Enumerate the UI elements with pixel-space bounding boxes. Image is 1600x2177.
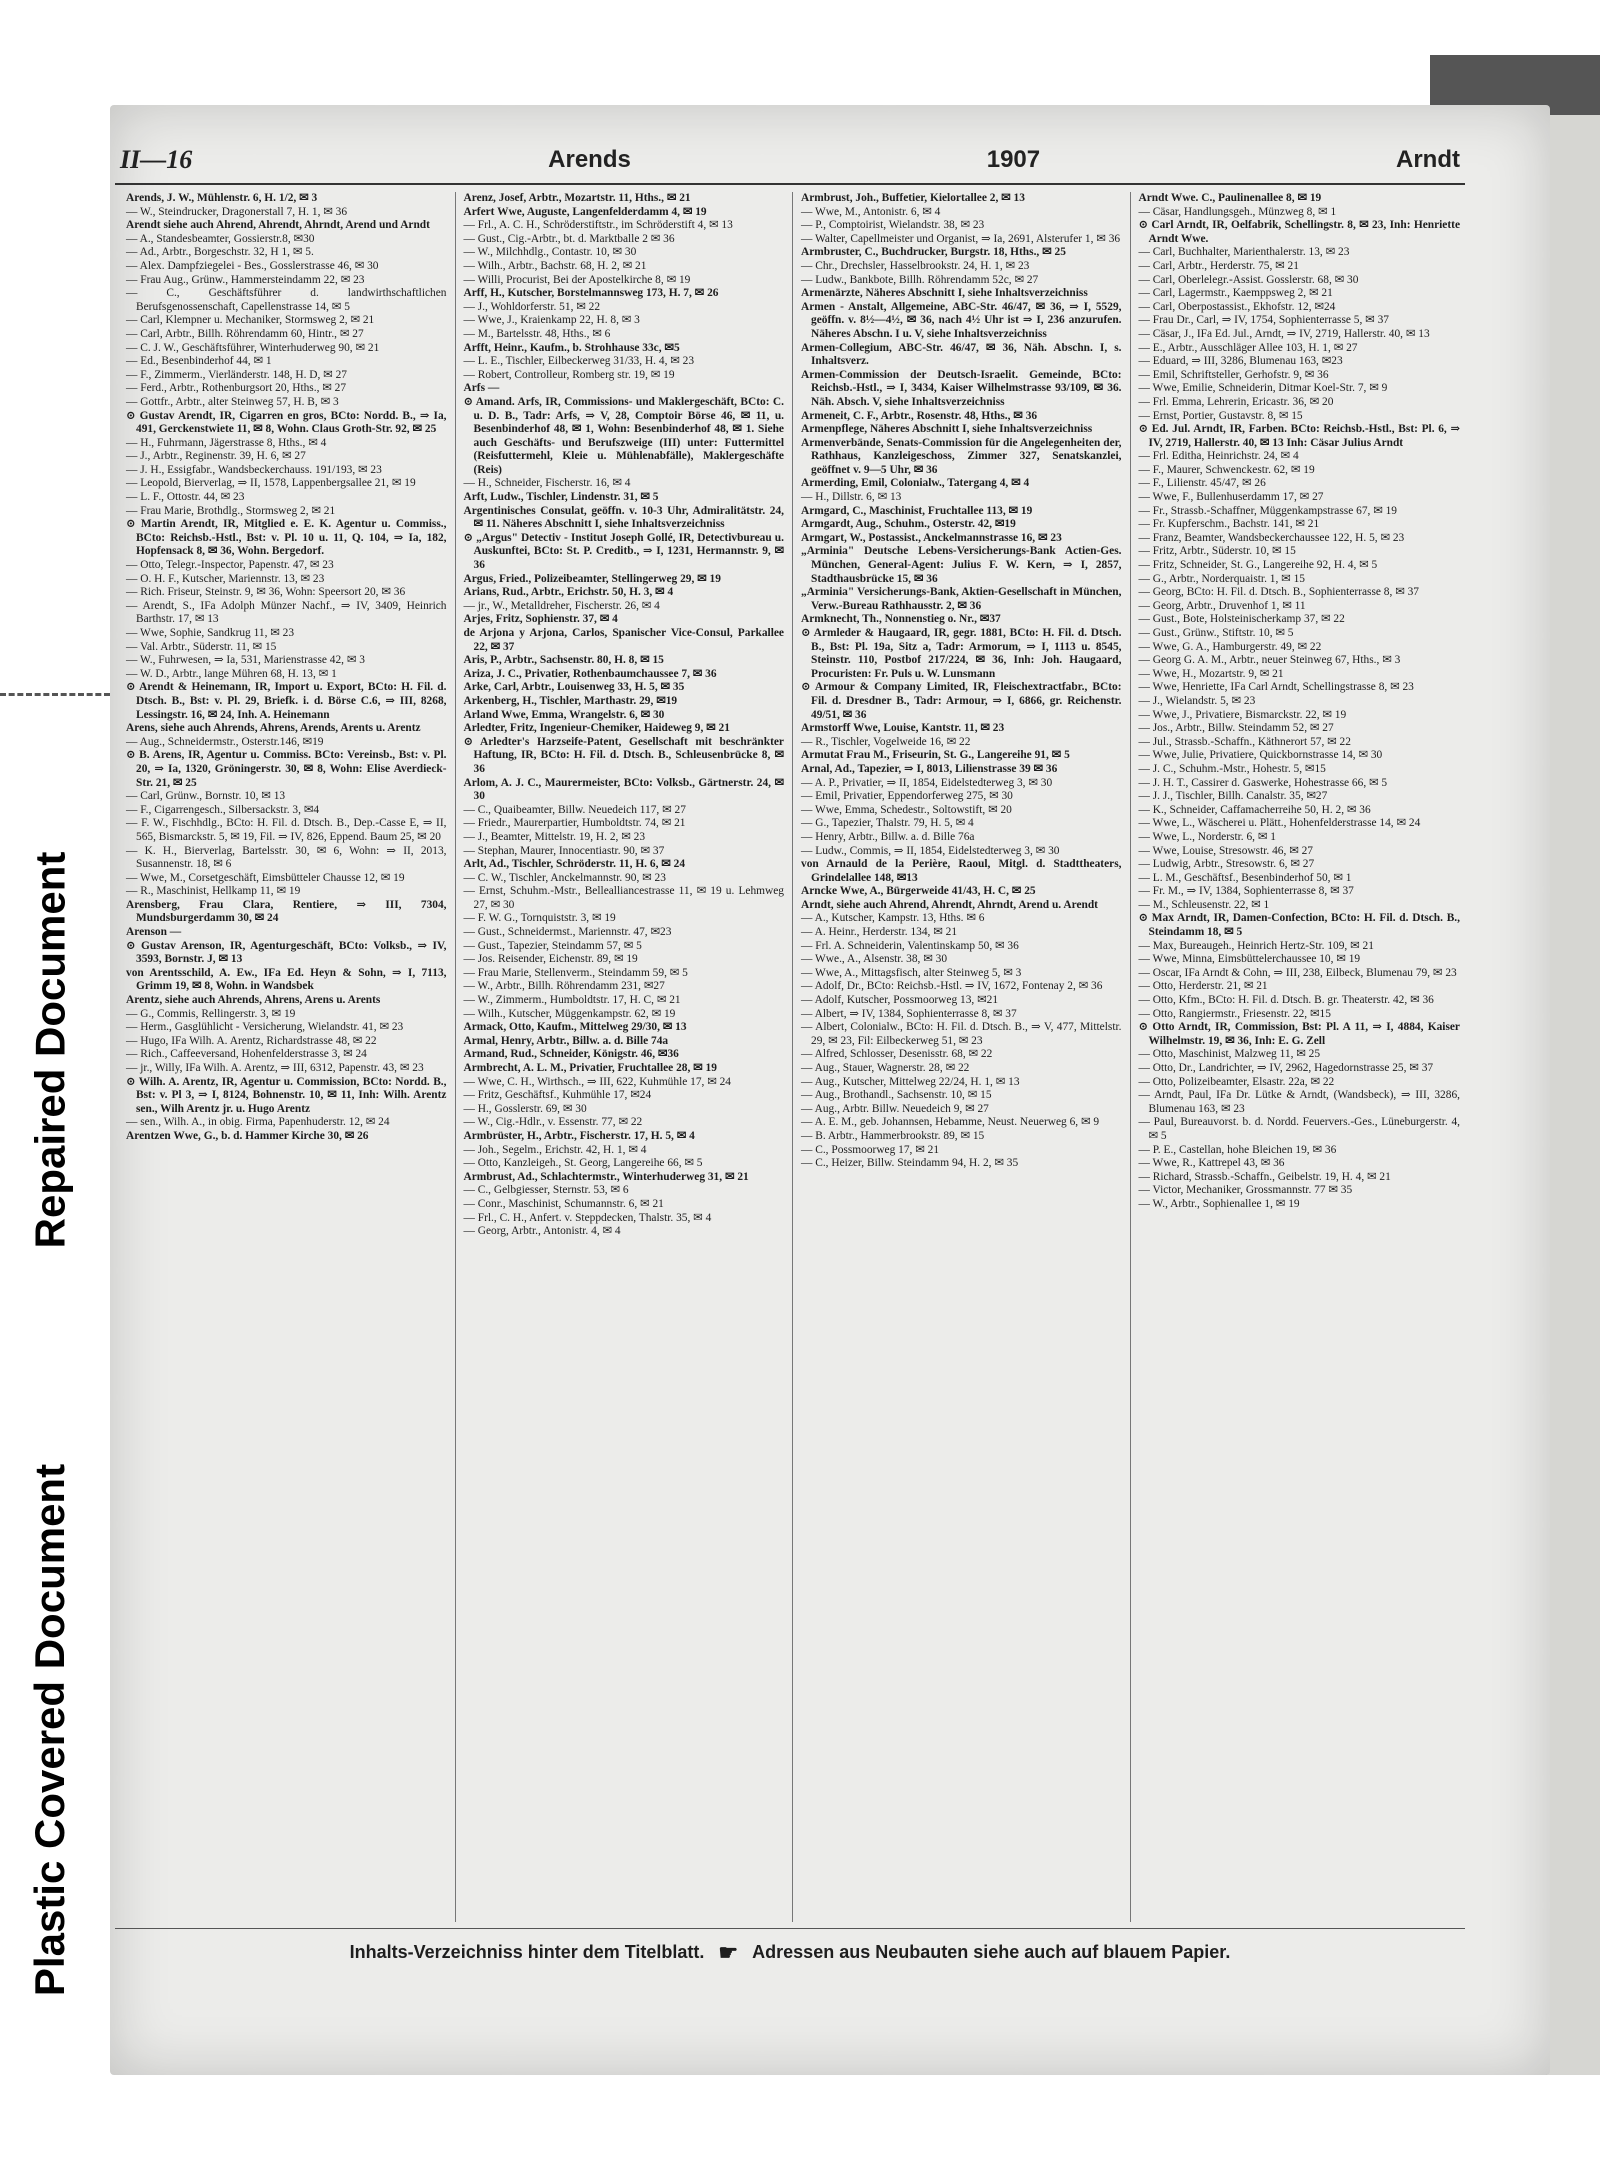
directory-entry: Arends, J. W., Mühlenstr. 6, H. 1/2, ✉ 3 — [126, 192, 318, 204]
directory-entry: — H., Dillstr. 6, ✉ 13 — [801, 491, 902, 504]
directory-entry: — Frau Marie, Stellenverm., Steindamm 59, ✉ 5 — [463, 966, 688, 979]
directory-entry: — Emil, Schriftsteller, Gerhofstr. 9, ✉ 36 — [1138, 368, 1329, 381]
plastic-covered-text: Plastic Covered Document — [26, 1463, 74, 1997]
directory-entry: Arfert Wwe, Auguste, Langenfelderdamm 4, ✉ 19 — [463, 205, 707, 218]
directory-entry: — Wwe, Minna, Eimsbüttelerchaussee 10, ✉ 19 — [1138, 953, 1361, 966]
directory-entry: — Wwe, H., Mozartstr. 9, ✉ 21 — [1138, 667, 1284, 680]
directory-entry: — Arendt, S., IFa Adolph Münzer Nachf., ⇒ IV, 3409, Heinrich Barthstr. 17, ✉ 13 — [126, 599, 447, 626]
directory-entry: — Carl, Oberpostassist., Ekhofstr. 12, ✉24 — [1138, 300, 1336, 313]
directory-entry: — Wwe, L., Wäscherei u. Plätt., Hohenfelderstrasse 14, ✉ 24 — [1138, 817, 1421, 830]
column-1 — [118, 192, 456, 1922]
directory-entry: — Jos. Reisender, Eichenstr. 89, ✉ 19 — [463, 953, 638, 966]
directory-entry: Armgard, C., Maschinist, Fruchtallee 113, ✉ 19 — [801, 504, 1033, 517]
directory-entry: — J. J., Tischler, Billh. Canalstr. 35, ✉27 — [1138, 790, 1328, 803]
directory-entry: — Oscar, IFa Arndt & Cohn, ⇒ III, 238, Eilbeck, Blumenau 79, ✉ 23 — [1138, 966, 1457, 979]
directory-entry: — O. H. F., Kutscher, Mariennstr. 13, ✉ 23 — [126, 572, 325, 585]
header-last-word: Arndt — [1396, 146, 1460, 173]
directory-entry: Ariza, J. C., Privatier, Rothenbaumchaussee 7, ✉ 36 — [463, 667, 717, 680]
directory-entry: — Otto, Kanzleigeh., St. Georg, Langereihe 66, ✉ 5 — [463, 1157, 703, 1170]
directory-entry: Arensberg, Frau Clara, Rentiere, ⇒ III, 7304, Mundsburgerdamm 30, ✉ 24 — [126, 898, 447, 925]
directory-entry: — G., Arbtr., Norderquaistr. 1, ✉ 15 — [1138, 572, 1305, 585]
directory-entry: Arlom, A. J. C., Maurermeister, BCto: Volksb., Gärtnerstr. 24, ✉ 30 — [463, 776, 784, 803]
directory-entry: Armenpflege, Näheres Abschnitt I, siehe Inhaltsverzeichniss — [801, 423, 1093, 436]
directory-entry: — Frl. Editha, Heinrichstr. 24, ✉ 4 — [1138, 450, 1299, 463]
directory-entry: — Fritz, Schneider, St. G., Langereihe 92, H. 4, ✉ 5 — [1138, 559, 1378, 572]
directory-entry: — Rich. Friseur, Steinstr. 9, ✉ 36, Wohn: Speersort 20, ✉ 36 — [126, 586, 406, 599]
directory-entry: „Arminia" Versicherungs-Bank, Aktien-Gesellschaft in München, Verw.-Bureau Rathhausstr. 2, ✉ 36 — [801, 586, 1122, 612]
directory-entry: — Hugo, IFa Wilh. A. Arentz, Richardstrasse 48, ✉ 22 — [126, 1034, 377, 1047]
directory-entry: — Fr. M., ⇒ IV, 1384, Sophienterrasse 8, ✉ 37 — [1138, 885, 1354, 898]
directory-entry: — K., Schneider, Caffamacherreihe 50, H. 2, ✉ 36 — [1138, 803, 1371, 816]
directory-entry: Arentz, siehe auch Ahrends, Ahrens, Arens u. Arents — [126, 994, 381, 1007]
directory-entry: — Aug., Kutscher, Mittelweg 22/24, H. 1, ✉ 13 — [801, 1075, 1020, 1088]
directory-entry: Arenson — — [126, 926, 182, 939]
directory-entry: — Gust., Bote, Holsteinischerkamp 37, ✉ 22 — [1138, 613, 1345, 626]
directory-entry: — C., Gelbgiesser, Sternstr. 53, ✉ 6 — [463, 1184, 629, 1197]
directory-entry: — Adolf, Dr., BCto: Reichsb.-Hstl. ⇒ IV, 1672, Fontenay 2, ✉ 36 — [801, 980, 1103, 993]
directory-entry: — Paul, Bureauvorst. b. d. Nordd. Feuervers.-Ges., Lüneburgerstr. 4, ✉ 5 — [1138, 1116, 1460, 1142]
directory-entry: Arft, Ludw., Tischler, Lindenstr. 31, ✉ 5 — [463, 491, 659, 504]
directory-entry: — Conr., Maschinist, Schumannstr. 6, ✉ 21 — [463, 1197, 664, 1210]
directory-entry: — C., Quaibeamter, Billw. Neuedeich 117, ✉ 27 — [463, 803, 686, 816]
directory-entry: — C., Heizer, Billw. Steindamm 94, H. 2, ✉ 35 — [801, 1157, 1019, 1170]
directory-entry: — Wwe, Emilie, Schneiderin, Ditmar Koel-Str. 7, ✉ 9 — [1138, 382, 1388, 395]
directory-entry: — Otto, Maschinist, Malzweg 11, ✉ 25 — [1138, 1048, 1321, 1061]
directory-entry: — Walter, Capellmeister und Organist, ⇒ Ia, 2691, Alsterufer 1, ✉ 36 — [801, 232, 1121, 245]
directory-entry: — Wwe, J., Kraienkamp 22, H. 8, ✉ 3 — [463, 314, 640, 327]
directory-entry: — Otto, Rangiermstr., Friesenstr. 22, ✉15 — [1138, 1007, 1331, 1020]
directory-entry: Arndt Wwe. C., Paulinenallee 8, ✉ 19 — [1138, 192, 1322, 204]
repaired-document-text: Repaired Document — [26, 851, 73, 1249]
directory-entry: ⊙ Arledter's Harzseife-Patent, Gesellschaft mit beschränkter Haftung, IR, BCto: H. Fil. d. Dtsch. B., Schleusenbrücke 8, ✉ 36 — [463, 735, 784, 775]
directory-entry: — Wwe, Louise, Stresowstr. 46, ✉ 27 — [1138, 844, 1313, 857]
column-4 — [1131, 192, 1469, 1922]
directory-entry: — Fritz, Geschäftsf., Kuhmühle 17, ✉24 — [463, 1089, 652, 1102]
directory-entry: — Albert, ⇒ IV, 1384, Sophienterrasse 8, ✉ 37 — [801, 1007, 1017, 1020]
directory-entry: Armand, Rud., Schneider, Königstr. 46, ✉36 — [463, 1048, 679, 1061]
directory-entry: Arenz, Josef, Arbtr., Mozartstr. 11, Hths., ✉ 21 — [463, 192, 691, 204]
directory-entry: — F., Cigarrengesch., Silbersackstr. 3, ✉4 — [126, 803, 320, 816]
directory-entry: de Arjona y Arjona, Carlos, Spanischer Vice-Consul, Parkallee 22, ✉ 37 — [463, 627, 784, 653]
directory-entry: — R., Maschinist, Hellkamp 11, ✉ 19 — [126, 885, 301, 898]
directory-entry: — F., Zimmerm., Vierländerstr. 148, H. D, ✉ 27 — [126, 368, 347, 381]
directory-entry: ⊙ Martin Arendt, IR, Mitglied e. E. K. Agentur u. Commiss., BCto: Reichsb.-Hstl., Bst: v. Pl. 10 u. 11, Q. 104, ⇒ Ia, 182, Hopfensack 8, ✉ 36, Wohn. Bergedorf. — [126, 518, 447, 558]
directory-columns — [118, 192, 1468, 1922]
directory-entry: — Wwe, J., Privatiere, Bismarckstr. 22, ✉ 19 — [1138, 708, 1347, 721]
directory-entry: Armstorff Wwe, Louise, Kantstr. 11, ✉ 23 — [801, 722, 1005, 735]
directory-entry: — Adolf, Kutscher, Possmoorweg 13, ✉21 — [801, 994, 999, 1007]
directory-entry: — J., Arbtr., Reginenstr. 39, H. 6, ✉ 27 — [126, 450, 306, 463]
directory-entry: — Frl., A. C. H., Schröderstiftstr., im Schröderstift 4, ✉ 13 — [463, 219, 733, 232]
directory-entry: — Ludwig, Arbtr., Stresowstr. 6, ✉ 27 — [1138, 858, 1315, 871]
dashed-divider — [0, 693, 110, 696]
directory-entry: Arndt, siehe auch Ahrend, Ahrendt, Ahrndt, Arend u. Arendt — [801, 898, 1098, 911]
directory-entry: — Fritz, Arbtr., Süderstr. 10, ✉ 15 — [1138, 545, 1296, 558]
directory-entry: — Otto, Polizeibeamter, Elsastr. 22a, ✉ 22 — [1138, 1075, 1335, 1088]
directory-entry: — A., Standesbeamter, Gossierstr.8, ✉30 — [126, 232, 315, 245]
directory-entry: ⊙ Max Arndt, IR, Damen-Confection, BCto: H. Fil. d. Dtsch. B., Steindamm 18, ✉ 5 — [1138, 912, 1460, 939]
directory-entry: — Aug., Arbtr. Billw. Neuedeich 9, ✉ 27 — [801, 1102, 989, 1115]
directory-entry: Arfft, Heinr., Kaufm., b. Strohhause 33c, ✉5 — [463, 341, 680, 354]
directory-entry: ⊙ Carl Arndt, IR, Oelfabrik, Schellingstr. 8, ✉ 23, Inh: Henriette Arndt Wwe. — [1138, 219, 1460, 245]
directory-entry: — Carl, Arbtr., Herderstr. 75, ✉ 21 — [1138, 259, 1299, 272]
directory-entry: von Arentsschild, A. Ew., IFa Ed. Heyn & Sohn, ⇒ I, 7113, Grimm 19, ✉ 8, Wohn. in Wandsbek — [126, 966, 447, 993]
column-2 — [456, 192, 794, 1922]
directory-entry: — Carl, Klempner u. Mechaniker, Stormsweg 2, ✉ 21 — [126, 314, 375, 327]
directory-entry: — Carl, Arbtr., Billh. Röhrendamm 60, Hintr., ✉ 27 — [126, 327, 364, 340]
directory-entry: — W., Milchhdlg., Contastr. 10, ✉ 30 — [463, 246, 637, 259]
directory-entry: — Ferd., Arbtr., Rothenburgsort 20, Hths., ✉ 27 — [126, 382, 347, 395]
directory-entry: — Frau Aug., Grünw., Hammersteindamm 22, ✉ 23 — [126, 273, 365, 286]
directory-entry: — Stephan, Maurer, Innocentiastr. 90, ✉ 37 — [463, 844, 665, 857]
directory-entry: — Otto, Herderstr. 21, ✉ 21 — [1138, 980, 1268, 993]
directory-entry: — Gust., Cig.-Arbtr., bt. d. Marktballe 2 ✉ 36 — [463, 232, 675, 245]
directory-entry: Arlt, Ad., Tischler, Schröderstr. 11, H. 6, ✉ 24 — [463, 858, 686, 871]
directory-entry: — C., Geschäftsführer d. landwirthschaftlichen Berufsgenossenschaft, Capellenstrasse 14, ✉ 5 — [126, 287, 447, 313]
directory-entry: — Frl. A. Schneiderin, Valentinskamp 50, ✉ 36 — [801, 939, 1019, 952]
directory-entry: Armbrecht, A. L. M., Privatier, Fruchtallee 28, ✉ 19 — [463, 1062, 717, 1074]
directory-entry: — Ad., Arbtr., Borgeschstr. 32, H 1, ✉ 5. — [126, 246, 314, 259]
directory-entry: Armbrust, Joh., Buffetier, Kielortallee 2, ✉ 13 — [801, 192, 1025, 204]
directory-entry: Arens, siehe auch Ahrends, Ahrens, Arends, Arents u. Arentz — [126, 722, 421, 735]
directory-entry: — J., Wohldorferstr. 51, ✉ 22 — [463, 300, 601, 313]
directory-entry: — Arndt, Paul, IFa Dr. Lütke & Arndt, (Wandsbeck), ⇒ III, 3286, Blumenau 163, ✉ 23 — [1138, 1089, 1460, 1115]
directory-entry: Armack, Otto, Kaufm., Mittelweg 29/30, ✉ 13 — [463, 1021, 687, 1034]
directory-entry: — K. H., Bierverlag, Bartelsstr. 30, ✉ 6, Wohn: ⇒ II, 2013, Susannenstr. 18, ✉ 6 — [126, 844, 447, 871]
directory-entry: Armen-Collegium, ABC-Str. 46/47, ✉ 36, Näh. Abschn. I, s. Inhaltsverz. — [801, 341, 1122, 368]
directory-entry: Armen - Anstalt, Allgemeine, ABC-Str. 46/47, ✉ 36, ⇒ I, 5529, geöffn. v. 8½—4½, ✉ 36, nach 4½ Uhr ist ⇒ I, 236 anzurufen. Näheres Abschn. I u. V, siehe Inhaltsverzeichniss — [801, 300, 1122, 340]
directory-entry: — M., Bartelsstr. 48, Hths., ✉ 6 — [463, 327, 611, 340]
repaired-document-label — [0, 700, 100, 1400]
directory-entry: — Val. Arbtr., Süderstr. 11, ✉ 15 — [126, 640, 277, 653]
directory-entry: — H., Schneider, Fischerstr. 16, ✉ 4 — [463, 477, 631, 490]
directory-entry: — Leopold, Bierverlag, ⇒ II, 1578, Lappenbergsallee 21, ✉ 19 — [126, 477, 416, 490]
directory-entry: — A. Heinr., Herderstr. 134, ✉ 21 — [801, 926, 958, 939]
directory-entry: Armbruster, C., Buchdrucker, Burgstr. 18, Hths., ✉ 25 — [801, 246, 1066, 259]
directory-entry: — Wwe, A., Mittagsfisch, alter Steinweg 5, ✉ 3 — [801, 966, 1022, 979]
directory-entry: — Wilh., Arbtr., Bachstr. 68, H. 2, ✉ 21 — [463, 259, 647, 272]
directory-entry: — P. E., Castellan, hohe Bleichen 19, ✉ 36 — [1138, 1143, 1337, 1156]
directory-entry: — Aug., Stauer, Wagnerstr. 28, ✉ 22 — [801, 1062, 970, 1074]
directory-entry: — Carl, Grünw., Bornstr. 10, ✉ 13 — [126, 790, 286, 803]
directory-entry: Aris, P., Arbtr., Sachsenstr. 80, H. 8, ✉ 15 — [463, 654, 664, 667]
directory-entry: Armenärzte, Näheres Abschnitt I, siehe Inhaltsverzeichniss — [801, 287, 1088, 300]
directory-entry: — Wwe, M., Antonistr. 6, ✉ 4 — [801, 205, 941, 218]
directory-entry: — sen., Wilh. A., in obig. Firma, Papenhuderstr. 12, ✉ 24 — [126, 1116, 390, 1129]
directory-entry: — P., Comptoirist, Wielandstr. 38, ✉ 23 — [801, 219, 985, 232]
directory-entry: — H., Gosslerstr. 69, ✉ 30 — [463, 1102, 587, 1115]
directory-entry: — W., Arbtr., Billh. Röhrendamm 231, ✉27 — [463, 980, 665, 993]
directory-entry: Arff, H., Kutscher, Borstelmannsweg 173, H. 7, ✉ 26 — [463, 287, 719, 300]
directory-entry: — Wilh., Kutscher, Müggenkampstr. 62, ✉ 19 — [463, 1007, 676, 1020]
directory-entry: Armbrust, Ad., Schlachtermstr., Winterhuderweg 31, ✉ 21 — [463, 1170, 749, 1183]
directory-entry: ⊙ Wilh. A. Arentz, IR, Agentur u. Commission, BCto: Nordd. B., Bst: v. Pl 3, ⇒ I, 8124, Bohnenstr. 10, ✉ 11, Inh: Wilh. Arentz sen., Wilh Arentz jr. u. Hugo Arentz — [126, 1075, 447, 1115]
directory-entry: ⊙ Gustav Arenson, IR, Agenturgeschäft, BCto: Volksb., ⇒ IV, 3593, Bornstr. J, ✉ 13 — [126, 939, 447, 966]
directory-entry: — Carl, Oberlelegr.-Assist. Gosslerstr. 68, ✉ 30 — [1138, 273, 1359, 286]
directory-entry: Armbrüster, H., Arbtr., Fischerstr. 17, H. 5, ✉ 4 — [463, 1129, 695, 1142]
directory-entry: — Eduard, ⇒ III, 3286, Blumenau 163, ✉23 — [1138, 355, 1343, 368]
directory-entry: — Joh., Segelm., Erichstr. 42, H. 1, ✉ 4 — [463, 1143, 647, 1156]
header-rule — [115, 183, 1465, 185]
directory-entry: — G., Tapezier, Thalstr. 79, H. 5, ✉ 4 — [801, 817, 974, 830]
directory-entry: Armen-Commission der Deutsch-Israelit. Gemeinde, BCto: Reichsb.-Hstl., ⇒ I, 3434, Kaiser Wilhelmstrasse 93/109, ✉ 36. Näh. Absch. V, siehe Inhaltsverzeichniss — [801, 368, 1122, 408]
directory-entry: — Frl. Emma, Lehrerin, Ericastr. 36, ✉ 20 — [1138, 395, 1334, 408]
directory-entry: — Alfred, Schlosser, Desenisstr. 68, ✉ 22 — [801, 1048, 993, 1061]
directory-entry: — G., Commis, Rellingerstr. 3, ✉ 19 — [126, 1007, 296, 1020]
page-footer — [120, 1935, 1460, 1970]
directory-entry: — E., Arbtr., Ausschläger Allee 103, H. 1, ✉ 27 — [1138, 341, 1358, 354]
directory-entry: — Wwe, G. A., Hamburgerstr. 49, ✉ 22 — [1138, 640, 1322, 653]
directory-entry: — Ludw., Bankbote, Billh. Röhrendamm 52c, ✉ 27 — [801, 273, 1039, 286]
directory-entry: Armenverbände, Senats-Commission für die Angelegenheiten der, Rathhaus, Kanzleigeschoss, Zimmer 327, Senatskanzlei, geöffnet v. 9—5 Uhr, ✉ 36 — [801, 436, 1122, 476]
directory-entry: Argentinisches Consulat, geöffn. v. 10-3 Uhr, Admiralitätstr. 24, ✉ 11. Näheres Abschnitt I, siehe Inhaltsverzeichniss — [463, 504, 784, 531]
directory-entry: — Rich., Caffeeversand, Hohenfelderstrasse 3, ✉ 24 — [126, 1048, 367, 1061]
directory-entry: — Georg, BCto: H. Fil. d. Dtsch. B., Sophienterrasse 8, ✉ 37 — [1138, 586, 1419, 599]
plastic-covered-label — [0, 1350, 100, 2110]
directory-entry: — Fr., Strassb.-Schaffner, Müggenkampstrasse 67, ✉ 19 — [1138, 504, 1397, 517]
directory-entry: — Cäsar, Handlungsgeh., Münzweg 8, ✉ 1 — [1138, 205, 1337, 218]
directory-entry: — Wwe, C. H., Wirthsch., ⇒ III, 622, Kuhmühle 17, ✉ 24 — [463, 1075, 732, 1088]
directory-entry: — W., Fuhrwesen, ⇒ Ia, 531, Marienstrasse 42, ✉ 3 — [126, 654, 365, 667]
directory-entry: ⊙ Otto Arndt, IR, Commission, Bst: Pl. A 11, ⇒ I, 4884, Kaiser Wilhelmstr. 19, ✉ 36, Inh: E. G. Zell — [1138, 1021, 1460, 1047]
directory-entry: — Willi, Procurist, Bei der Apostelkirche 8, ✉ 19 — [463, 273, 691, 286]
directory-entry: — L. M., Geschäftsf., Besenbinderhof 50, ✉ 1 — [1138, 871, 1352, 884]
directory-entry: — Fr. Kupferschm., Bachstr. 141, ✉ 21 — [1138, 518, 1320, 531]
directory-entry: ⊙ Gustav Arendt, IR, Cigarren en gros, BCto: Nordd. B., ⇒ Ia, 491, Gerckenstwiete 11, ✉ 8, Wohn. Claus Groth-Str. 92, ✉ 25 — [126, 409, 447, 436]
directory-entry: — Herm., Gasglühlicht - Versicherung, Wielandstr. 41, ✉ 23 — [126, 1021, 404, 1034]
directory-entry: — Victor, Mechaniker, Grossmannstr. 77 ✉ 35 — [1138, 1184, 1353, 1197]
directory-entry: — L. F., Ottostr. 44, ✉ 23 — [126, 491, 245, 504]
directory-entry: — Wwe., A., Alsenstr. 38, ✉ 30 — [801, 953, 948, 966]
directory-entry: Argus, Fried., Polizeibeamter, Stellingerweg 29, ✉ 19 — [463, 572, 721, 585]
directory-entry: — Chr., Drechsler, Hasselbrookstr. 24, H. 1, ✉ 23 — [801, 259, 1030, 272]
directory-entry: Arledter, Fritz, Ingenieur-Chemiker, Haideweg 9, ✉ 21 — [463, 722, 730, 735]
directory-entry: — J. H. T., Cassirer d. Gaswerke, Hohestrasse 66, ✉ 5 — [1138, 776, 1388, 789]
directory-entry: ⊙ Ed. Jul. Arndt, IR, Farben. BCto: Reichsb.-Hstl., Bst: Pl. 6, ⇒ IV, 2719, Hallerstr. 40, ✉ 13 Inh: Cäsar Julius Arndt — [1138, 423, 1460, 449]
directory-entry: — Frau Marie, Brothdlg., Stormsweg 2, ✉ 21 — [126, 504, 336, 517]
directory-entry: — J. H., Essigfabr., Wandsbeckerchauss. 191/193, ✉ 23 — [126, 463, 382, 476]
directory-entry: — A. E. M., geb. Johannsen, Hebamme, Neust. Neuerweg 6, ✉ 9 — [801, 1116, 1100, 1129]
directory-entry: — Wwe, F., Bullenhuserdamm 17, ✉ 27 — [1138, 491, 1324, 504]
directory-entry: — F., Maurer, Schwenckestr. 62, ✉ 19 — [1138, 463, 1315, 476]
directory-entry: — J., Wielandstr. 5, ✉ 23 — [1138, 694, 1256, 707]
directory-entry: — C. J. W., Geschäftsführer, Winterhuderweg 90, ✉ 21 — [126, 341, 380, 354]
directory-entry: — Max, Bureaugeh., Heinrich Hertz-Str. 109, ✉ 21 — [1138, 939, 1374, 952]
directory-entry: — Carl, Lagermstr., Kaemppsweg 2, ✉ 21 — [1138, 287, 1333, 300]
directory-entry: Armal, Henry, Arbtr., Billw. a. d. Bille 74a — [463, 1034, 669, 1047]
directory-entry: — Cäsar, J., IFa Ed. Jul., Arndt, ⇒ IV, 2719, Hallerstr. 40, ✉ 13 — [1138, 327, 1430, 340]
directory-entry: Armknecht, Th., Nonnenstieg o. Nr., ✉37 — [801, 613, 1001, 626]
directory-entry: — B. Arbtr., Hammerbrookstr. 89, ✉ 15 — [801, 1129, 985, 1142]
directory-entry: — M., Schleusenstr. 22, ✉ 1 — [1138, 898, 1270, 911]
directory-entry: — Wwe, M., Corsetgeschäft, Eimsbütteler Chausse 12, ✉ 19 — [126, 871, 405, 884]
directory-entry: — A. P., Privatier, ⇒ II, 1854, Eidelstedterweg 3, ✉ 30 — [801, 776, 1053, 789]
footer-right-text: Adressen aus Neubauten siehe auch auf blauem Papier. — [752, 1942, 1231, 1962]
directory-entry: — W., Steindrucker, Dragonerstall 7, H. 1, ✉ 36 — [126, 205, 348, 218]
directory-entry: — C., Possmoorweg 17, ✉ 21 — [801, 1143, 940, 1156]
directory-entry: Armerding, Emil, Colonialw., Tatergang 4, ✉ 4 — [801, 477, 1030, 490]
directory-entry: ⊙ B. Arens, IR, Agentur u. Commiss. BCto: Vereinsb., Bst: v. Pl. 20, ⇒ Ia, 1320, Gröningerstr. 30, ✉ 8, Wohn: Elise Averdieck-Str. 21, ✉ 25 — [126, 749, 447, 789]
directory-entry: — Henry, Arbtr., Billw. a. d. Bille 76a — [801, 830, 975, 843]
directory-entry: — Aug., Brothandl., Sachsenstr. 10, ✉ 15 — [801, 1089, 992, 1102]
directory-entry: „Arminia" Deutsche Lebens-Versicherungs-Bank Actien-Ges. München, General-Agent: Julius F. W. Kern, ⇒ I, 2857, Stadthausbrücke 15, ✉ 36 — [801, 545, 1122, 585]
directory-entry: — Otto, Telegr.-Inspector, Papenstr. 47, ✉ 23 — [126, 559, 334, 572]
directory-entry: — F. W. G., Tornquiststr. 3, ✉ 19 — [463, 912, 616, 925]
directory-entry: Arfs — — [463, 382, 500, 395]
directory-entry: — L. E., Tischler, Eilbeckerweg 31/33, H. 4, ✉ 23 — [463, 355, 695, 368]
directory-entry: — Ludw., Commis, ⇒ II, 1854, Eidelstedterweg 3, ✉ 30 — [801, 844, 1060, 857]
directory-entry: — W., Cig.-Hdlr., v. Essenstr. 77, ✉ 22 — [463, 1116, 643, 1129]
directory-entry: — Wwe, Henriette, IFa Carl Arndt, Schellingstrasse 8, ✉ 23 — [1138, 681, 1414, 694]
directory-entry: — Aug., Schneidermstr., Osterstr.146, ✉19 — [126, 735, 324, 748]
directory-entry: — J. C., Schuhm.-Mstr., Hohestr. 5, ✉15 — [1138, 762, 1326, 775]
directory-entry: — Otto, Dr., Landrichter, ⇒ IV, 2962, Hagedornstrasse 25, ✉ 37 — [1138, 1062, 1434, 1074]
directory-entry: ⊙ Arendt & Heinemann, IR, Import u. Export, BCto: H. Fil. d. Dtsch. B., Bst: v. Pl. 29, Briefk. i. d. Börse C.6, ⇒ III, 8268, Lessingstr. 16, ✉ 24, Inh. A. Heinemann — [126, 681, 447, 721]
directory-entry: Arland Wwe, Emma, Wrangelstr. 6, ✉ 30 — [463, 708, 665, 721]
directory-entry: — Wwe, R., Kattrepel 43, ✉ 36 — [1138, 1157, 1285, 1170]
directory-entry: — Gust., Schneidermst., Mariennstr. 47, ✉23 — [463, 926, 672, 939]
directory-entry: Arnal, Ad., Tapezier, ⇒ I, 8013, Lilienstrasse 39 ✉ 36 — [801, 762, 1058, 775]
directory-entry: — Emil, Privatier, Eppendorferweg 275, ✉ 30 — [801, 790, 1013, 803]
directory-entry: — Franz, Beamter, Wandsbeckerchaussee 122, H. 5, ✉ 23 — [1138, 531, 1405, 544]
directory-entry: — Ernst, Schuhm.-Mstr., Bellealliancestrasse 11, ✉ 19 u. Lehmweg 27, ✉ 30 — [463, 885, 784, 911]
directory-entry: Armgardt, Aug., Schuhm., Osterstr. 42, ✉19 — [801, 518, 1016, 531]
directory-entry: — Robert, Controlleur, Romberg str. 19, ✉ 19 — [463, 368, 675, 381]
directory-entry: Arjes, Fritz, Sophienstr. 37, ✉ 4 — [463, 613, 618, 626]
directory-entry: — F. W., Fischhdlg., BCto: H. Fil. d. Dtsch. B., Dep.-Casse E, ⇒ II, 565, Bismarckstr. 5, ✉ 19, Fil. ⇒ IV, 826, Eppend. Baum 25, ✉ 20 — [126, 817, 447, 843]
adjacent-page-edge — [1545, 115, 1600, 2075]
directory-entry: Arke, Carl, Arbtr., Louisenweg 33, H. 5, ✉ 35 — [463, 681, 685, 694]
directory-entry: — Georg, Arbtr., Antonistr. 4, ✉ 4 — [463, 1225, 621, 1238]
directory-entry: Armutat Frau M., Friseurin, St. G., Langereihe 91, ✉ 5 — [801, 749, 1070, 762]
directory-entry: Arkenberg, H., Tischler, Marthastr. 29, ✉19 — [463, 694, 678, 707]
footer-rule — [115, 1928, 1465, 1929]
directory-entry: Armeneit, C. F., Arbtr., Rosenstr. 48, Hths., ✉ 36 — [801, 409, 1038, 422]
directory-entry: — Frau Dr., Carl, ⇒ IV, 1754, Sophienterrasse 5, ✉ 37 — [1138, 314, 1389, 327]
directory-entry: Arendt siehe auch Ahrend, Ahrendt, Ahrndt, Arend und Arndt — [126, 219, 430, 232]
header-year: 1907 — [986, 146, 1041, 173]
page-header — [120, 140, 1460, 180]
directory-entry: — jr., W., Metalldreher, Fischerstr. 26, ✉ 4 — [463, 599, 660, 612]
page-number: II—16 — [120, 145, 193, 174]
directory-entry: Arncke Wwe, A., Bürgerweide 41/43, H. C, ✉ 25 — [801, 885, 1036, 898]
directory-entry: — Jos., Arbtr., Billw. Steindamm 52, ✉ 27 — [1138, 722, 1334, 735]
directory-entry: — Wwe, Julie, Privatiere, Quickbornstrasse 14, ✉ 30 — [1138, 749, 1383, 762]
directory-entry: — Frl., C. H., Anfert. v. Steppdecken, Thalstr. 35, ✉ 4 — [463, 1211, 712, 1224]
directory-entry: Arentzen Wwe, G., b. d. Hammer Kirche 30, ✉ 26 — [126, 1129, 369, 1142]
directory-entry: ⊙ „Argus" Detectiv - Institut Joseph Gollé, IR, Detectivbureau u. Auskunftei, BCto: St. P. Creditb., ⇒ I, 1231, Hermannstr. 9, ✉ 36 — [463, 531, 784, 572]
directory-entry: — J., Beamter, Mittelstr. 19, H. 2, ✉ 23 — [463, 830, 646, 843]
directory-entry: — Ed., Besenbinderhof 44, ✉ 1 — [126, 355, 272, 368]
header-first-word: Arends — [548, 146, 631, 173]
directory-entry: — Jul., Strassb.-Schaffn., Käthnerort 57, ✉ 22 — [1138, 735, 1351, 748]
directory-entry: Armgart, W., Postassist., Anckelmannstrasse 16, ✉ 23 — [801, 531, 1062, 544]
directory-entry: — Gust., Tapezier, Steindamm 57, ✉ 5 — [463, 939, 642, 952]
directory-entry: Arians, Rud., Arbtr., Erichstr. 50, H. 3, ✉ 4 — [463, 586, 674, 599]
footer-left-text: Inhalts-Verzeichniss hinter dem Titelblatt. — [349, 1942, 705, 1962]
pointing-hand-icon: ☛ — [718, 1939, 739, 1965]
directory-entry: ⊙ Armour & Company Limited, IR, Fleischextractfabr., BCto: Fil. d. Dresdner B., Tadr: Armour, ⇒ I, 6866, gr. Reichenstr. 49/51, ✉ 36 — [801, 681, 1122, 721]
directory-entry: — A., Kutscher, Kampstr. 13, Hths. ✉ 6 — [801, 912, 985, 925]
directory-entry: — Wwe, Emma, Schedestr., Soltowstift, ✉ 20 — [801, 803, 1012, 816]
directory-entry: — C. W., Tischler, Anckelmannstr. 90, ✉ 23 — [463, 871, 666, 884]
directory-entry: — Gust., Grünw., Stiftstr. 10, ✉ 5 — [1138, 627, 1294, 639]
directory-entry: — Albert, Colonialw., BCto: H. Fil. d. Dtsch. B., ⇒ V, 477, Mittelstr. 29, ✉ 23, Fil: Eilbeckerweg 51, ✉ 23 — [801, 1021, 1122, 1047]
directory-entry: — R., Tischler, Vogelweide 16, ✉ 22 — [801, 735, 971, 748]
directory-entry: — Georg G. A. M., Arbtr., neuer Steinweg 67, Hths., ✉ 3 — [1138, 654, 1401, 667]
directory-entry: — Friedr., Maurerpartier, Humboldtstr. 74, ✉ 21 — [463, 817, 686, 830]
directory-entry: von Arnauld de la Perière, Raoul, Mitgl. d. Stadttheaters, Grindelallee 148, ✉13 — [801, 858, 1122, 884]
directory-entry: — Otto, Kfm., BCto: H. Fil. d. Dtsch. B. gr. Theaterstr. 42, ✉ 36 — [1138, 994, 1434, 1007]
directory-entry: — H., Fuhrmann, Jägerstrasse 8, Hths., ✉ 4 — [126, 436, 327, 449]
directory-entry: — Wwe, Sophie, Sandkrug 11, ✉ 23 — [126, 627, 295, 639]
directory-entry: — Carl, Buchhalter, Marienthalerstr. 13, ✉ 23 — [1138, 246, 1350, 259]
directory-entry: ⊙ Armleder & Haugaard, IR, gegr. 1881, BCto: H. Fil. d. Dtsch. B., Bst: Pl. 19a, Sitz a, Tadr: Armorum, ⇒ I, 1113 u. 8545, Steinstr. 110, Postbof 217/224, ✉ 36, Inh: Joh. Haugaard, Procuristen: Fr. Puls u. W. Lunsmann — [801, 627, 1122, 680]
directory-entry: — Richard, Strassb.-Schaffn., Geibelstr. 19, H. 4, ✉ 21 — [1138, 1170, 1391, 1183]
directory-entry: — W. D., Arbtr., lange Mühren 68, H. 13, ✉ 1 — [126, 667, 337, 680]
column-3 — [793, 192, 1131, 1922]
directory-entry: — jr., Willy, IFa Wilh. A. Arentz, ⇒ III, 6312, Papenstr. 43, ✉ 23 — [126, 1062, 424, 1074]
directory-entry: — F., Lilienstr. 45/47, ✉ 26 — [1138, 477, 1266, 490]
directory-entry: — Gottfr., Arbtr., alter Steinweg 57, H. B, ✉ 3 — [126, 395, 339, 408]
directory-entry: — Ernst, Portier, Gustavstr. 8, ✉ 15 — [1138, 409, 1303, 422]
directory-entry: — W., Arbtr., Sophienallee 1, ✉ 19 — [1138, 1197, 1300, 1210]
directory-entry: — W., Zimmerm., Humboldtstr. 17, H. C, ✉ 21 — [463, 994, 681, 1007]
directory-entry: — Alex. Dampfziegelei - Bes., Gosslerstrasse 46, ✉ 30 — [126, 259, 379, 272]
directory-entry: — Georg, Arbtr., Druvenhof 1, ✉ 11 — [1138, 599, 1306, 612]
directory-entry: — Wwe, L., Norderstr. 6, ✉ 1 — [1138, 830, 1276, 843]
directory-entry: ⊙ Amand. Arfs, IR, Commissions- und Maklergeschäft, BCto: C. u. D. B., Tadr: Arfs, ⇒ V, 28, Comptoir Börse 46, ✉ 11, u. Besenbinderhof 48, ✉ 1, Wohn: Besenbinderhof 48, ✉ 1. Siehe auch Geschäfts- und Berufszweige (III) unter: Futtermittel (Reisfuttermehl, Kleie u. Mühlenabfälle), Maklergeschäfte (Reis) — [463, 395, 784, 476]
